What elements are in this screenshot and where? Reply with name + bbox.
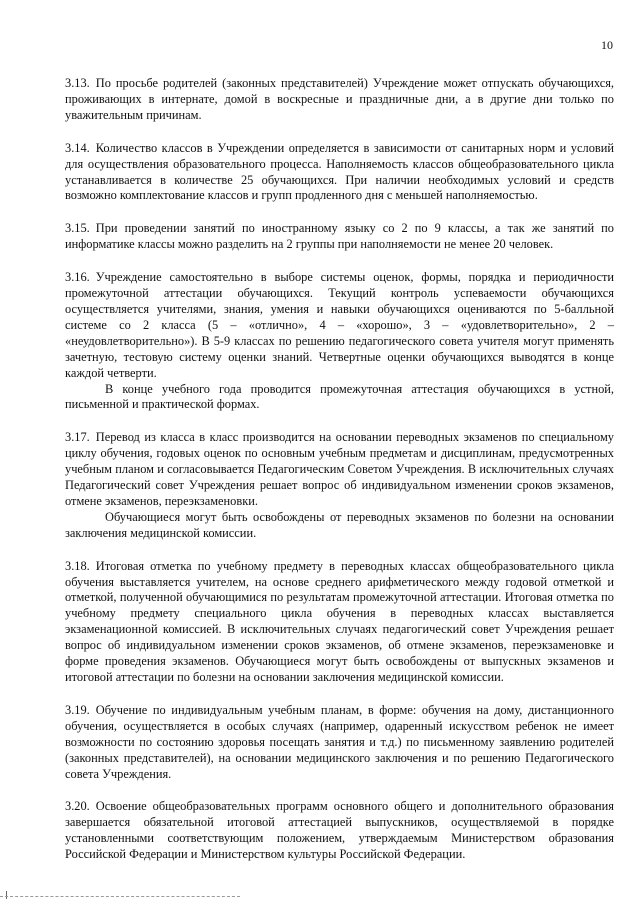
section-paragraph	[65, 430, 614, 510]
section-3-17	[65, 430, 614, 541]
section-number: 3.15.	[65, 221, 90, 236]
section-number: 3.13.	[65, 76, 90, 90]
section-number: 3.17.	[65, 430, 90, 445]
section-paragraph	[65, 559, 614, 686]
section-paragraph	[65, 141, 614, 205]
section-text: Количество классов в Учреждении определяется в зависимости от санитарных норм и условий для осуществления образовательного процесса. Наполняемость классов общеобразовательного цикла устанавливается в количестве 25 обучающихся. При наличии необходимых условий и средств возможно комплектование классов и групп продленного дня с меньшей наполняемостью.	[65, 140, 614, 203]
section-3-15	[65, 221, 614, 253]
section-3-13	[65, 76, 614, 124]
section-text: Итоговая отметка по учебному предмету в переводных классах общеобразовательного цикла обучения выставляется учителем, на основе среднего арифметического между годовой отметкой и отметкой, полученной обучающимися по результатам промежуточной аттестации. Итоговая отметка по учебному предмету специального цикла обучения в переводных классах выставляется экзаменационной комиссией. В исключительных случаях педагогический совет Учреждения решает вопрос об индивидуальном изменении сроков экзаменов, об отмене экзаменов, переэкзаменовке и форме проведения экзаменов. Обучающиеся могут быть освобождены от выпускных экзаменов и итоговой аттестации по болезни на основании заключения медицинской комиссии.	[65, 558, 614, 684]
section-3-20	[65, 799, 614, 863]
scan-edge-line	[0, 895, 240, 897]
section-number: 3.18.	[65, 558, 90, 573]
section-number: 3.14.	[65, 140, 90, 155]
section-number: 3.16.	[65, 270, 90, 285]
section-text: Освоение общеобразовательных программ основного общего и дополнительного образования завершается обязательной итоговой аттестацией выпускников, осуществляемой в порядке установленными соответствующим положением, утверждаемым Министерством образования Российской Федерации и Министерством культуры Российской Федерации.	[65, 799, 614, 862]
section-3-14	[65, 141, 614, 205]
section-text: По просьбе родителей (законных представителей) Учреждение может отпускать обучающихся, проживающих в интернате, домой в воскресные и праздничные дни, а в другие дни только по уважительным причинам.	[65, 76, 614, 122]
section-paragraph	[65, 221, 614, 253]
section-paragraph	[65, 799, 614, 863]
section-number: 3.20.	[65, 799, 90, 814]
section-paragraph	[65, 270, 614, 381]
section-text: Перевод из класса в класс производится на основании переводных экзаменов по специальному циклу обучения, годовых оценок по основным учебным предметам и дисциплинам, предусмотренных учебным планом и согласовывается Педагогическим Советом Учреждения. В исключительных случаях Педагогический совет Учреждения решает вопрос об индивидуальном изменении сроков экзаменов, отмене экзаменов, переэкзаменовки.	[65, 430, 614, 508]
section-paragraph	[65, 76, 614, 124]
section-paragraph-continued: В конце учебного года проводится промежуточная аттестация обучающихся в устной, письменной и практической формах.	[65, 381, 614, 412]
section-paragraph	[65, 703, 614, 783]
section-paragraph-continued: Обучающиеся могут быть освобождены от переводных экзаменов по болезни на основании заключения медицинской комиссии.	[65, 509, 614, 540]
section-text: При проведении занятий по иностранному языку со 2 по 9 классы, а так же занятий по информатике классы можно разделить на 2 группы при наполняемости не менее 20 человек.	[65, 221, 614, 252]
section-3-18	[65, 559, 614, 686]
page-number: 10	[601, 38, 613, 52]
section-3-19	[65, 703, 614, 783]
section-text: Обучение по индивидуальным учебным планам, в форме: обучения на дому, дистанционного обучения, осуществляется в особых случаях (например, одаренный искусством ребенок не имеет возможности по состоянию здоровья посещать занятия и т.д.) по письменному заявлению родителей (законных представителей), на основании медицинского заключения и по решению Педагогического совета Учреждения.	[65, 702, 614, 781]
section-number: 3.19.	[65, 702, 90, 717]
section-text: Учреждение самостоятельно в выборе системы оценок, формы, порядка и периодичности промежуточной аттестации обучающихся. Текущий контроль успеваемости обучающихся осуществляется учителями, знания, умения и навыки обучающихся оцениваются по 5-балльной системе со 2 класса (5 – «отлично», 4 – «хорошо», 3 – «удовлетворительно», 2 – «неудовлетворительно»). В 5-9 классах по решению педагогического совета учителя могут применять зачетную, тестовую систему оценки знаний. Четвертные оценки обучающихся выводятся в конце каждой четверти.	[65, 270, 614, 380]
section-3-16	[65, 270, 614, 413]
document-body	[65, 76, 614, 880]
